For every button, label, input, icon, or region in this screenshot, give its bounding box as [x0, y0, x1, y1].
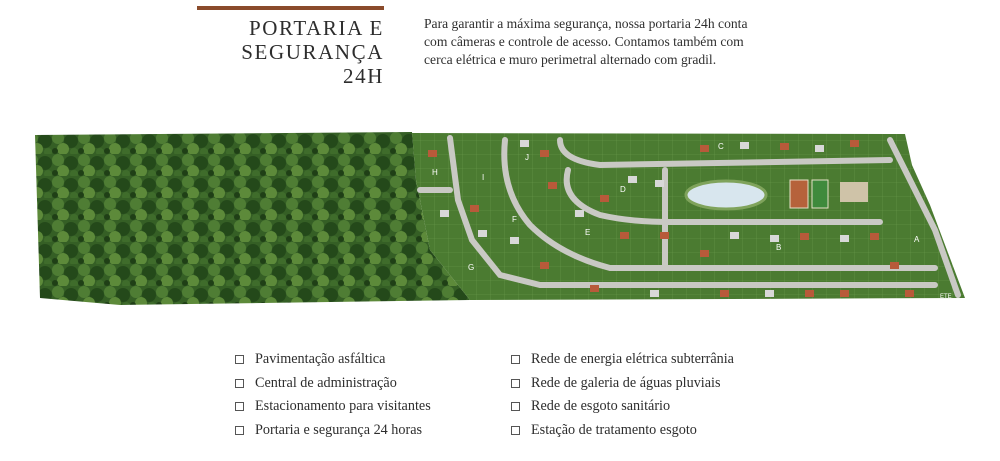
feature-label: Estação de tratamento esgoto	[531, 421, 697, 438]
checkbox-icon	[235, 379, 244, 388]
block-label-a: A	[914, 235, 920, 244]
feature-item	[235, 372, 431, 396]
block-label-d: D	[620, 185, 626, 194]
block-label-g: G	[468, 263, 475, 272]
checkbox-icon	[235, 426, 244, 435]
clubhouse	[840, 182, 868, 202]
block-label-b: B	[776, 243, 782, 252]
title-rule	[197, 6, 384, 10]
checkbox-icon	[235, 402, 244, 411]
forest-area	[35, 132, 470, 305]
checkbox-icon	[511, 402, 520, 411]
title-line-1: PORTARIA E	[249, 16, 384, 40]
feature-item	[511, 419, 734, 443]
description-text: Para garantir a máxima segurança, nossa portaria 24h conta com câmeras e controle de acesso. Contamos também com cerca elétrica e muro perimetral alternado com gradil.	[424, 16, 748, 68]
block-label-f: F	[512, 215, 517, 224]
checkbox-icon	[511, 355, 520, 364]
feature-item	[235, 395, 431, 419]
features-list-right	[511, 348, 734, 442]
feature-label: Rede de esgoto sanitário	[531, 398, 671, 415]
page-title	[196, 16, 384, 88]
block-label-i: I	[482, 173, 485, 182]
features-list-left	[235, 348, 431, 442]
block-label-h: H	[432, 168, 438, 177]
block-label-j: J	[525, 153, 529, 162]
feature-item	[235, 419, 431, 443]
feature-label: Pavimentação asfáltica	[255, 351, 386, 368]
block-label-e: E	[585, 228, 591, 237]
title-line-2: SEGURANÇA 24H	[241, 40, 384, 88]
sports-court-2	[812, 180, 828, 208]
feature-label: Portaria e segurança 24 horas	[255, 421, 423, 438]
checkbox-icon	[511, 379, 520, 388]
feature-item	[235, 348, 431, 372]
feature-item	[511, 395, 734, 419]
lake	[686, 181, 766, 209]
feature-label: Estacionamento para visitantes	[255, 398, 431, 415]
checkbox-icon	[511, 426, 520, 435]
feature-label: Rede de energia elétrica subterrânia	[531, 351, 734, 368]
block-label-c: C	[718, 142, 724, 151]
feature-label: Rede de galeria de águas pluviais	[531, 374, 721, 391]
site-plan-map	[0, 128, 1000, 313]
block-label-ete: ETE	[940, 294, 952, 300]
feature-label: Central de administração	[255, 374, 397, 391]
checkbox-icon	[235, 355, 244, 364]
feature-item	[511, 348, 734, 372]
feature-item	[511, 372, 734, 396]
sports-court	[790, 180, 808, 208]
